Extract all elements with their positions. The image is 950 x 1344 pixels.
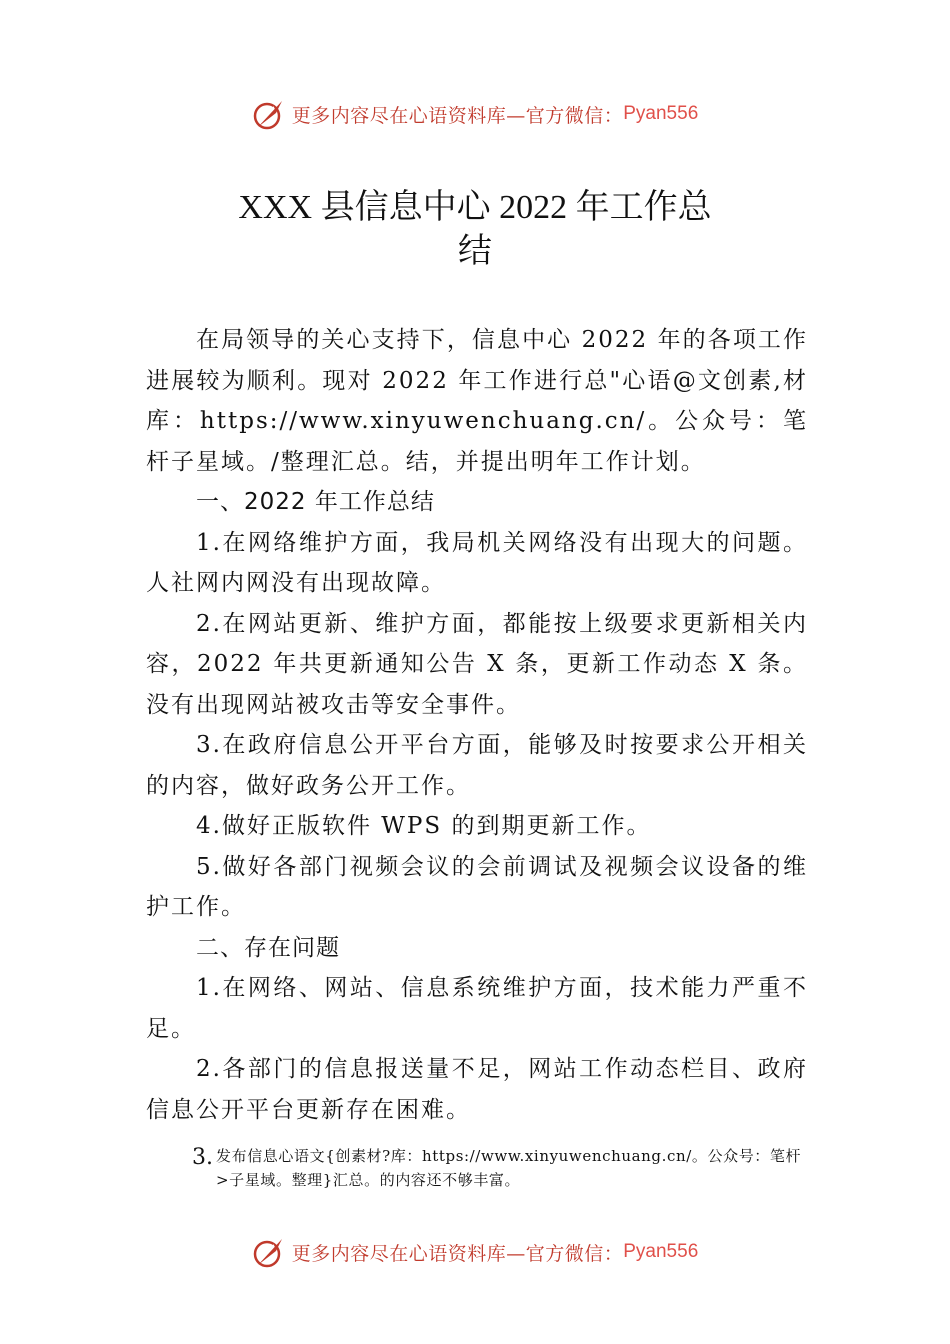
section-2-item-2: 2.各部门的信息报送量不足，网站工作动态栏目、政府信息公开平台更新存在困难。 [146,1056,808,1123]
section-2-item-1: 1.在网络、网站、信息系统维护方面，技术能力严重不足。 [146,975,808,1042]
title-line-2: 结 [458,233,492,270]
watermark-text: 更多内容尽在心语资料库—官方微信： [291,104,624,127]
title-line-1: XXX 县信息中心 2022 年工作总 [238,189,712,226]
document-body [146,320,808,1130]
watermark-banner-top [0,94,950,134]
section-2-item-3 [192,1144,812,1192]
section-1-item-1: 1.在网络维护方面，我局机关网络没有出现大的问题。人社网内网没有出现故障。 [146,529,808,596]
item-3-number: 3. [192,1145,213,1170]
watermark-banner-bottom [0,1232,950,1272]
item-3-text: 发布信息心语文{创素材?库：https://www.xinyuwenchuang.cn/。公众号：笔杆>子星域。整理}汇总。的内容还不够丰富。 [216,1147,802,1189]
intro-paragraph: 在局领导的关心支持下，信息中心 2022 年的各项工作进展较为顺利。现对 2022 年工作进行总"心语@文创素,材库：https://www.xinyuwenchuang.cn/。公众号：笔杆子星域。/整理汇总。结，并提出明年工作计划。 [146,327,808,475]
section-1-item-5: 5.做好各部门视频会议的会前调试及视频会议设备的维护工作。 [146,853,808,920]
document-title [0,186,950,274]
section-2-heading: 二、存在问题 [196,934,340,961]
section-1-heading: 一、2022 年工作总结 [196,489,435,515]
section-1-item-2: 2.在网站更新、维护方面，都能按上级要求更新相关内容，2022 年共更新通知公告 X 条，更新工作动态 X 条。没有出现网站被攻击等安全事件。 [146,610,808,718]
section-1-item-4: 4.做好正版软件 WPS 的到期更新工作。 [196,813,652,839]
quill-logo-icon [252,97,286,131]
section-1-item-3: 3.在政府信息公开平台方面，能够及时按要求公开相关的内容，做好政务公开工作。 [146,732,808,799]
watermark-wechat-id: Pyan556 [623,1241,699,1262]
watermark-text: 更多内容尽在心语资料库—官方微信： [291,1242,624,1265]
quill-logo-icon [252,1235,286,1269]
watermark-wechat-id: Pyan556 [623,103,699,124]
